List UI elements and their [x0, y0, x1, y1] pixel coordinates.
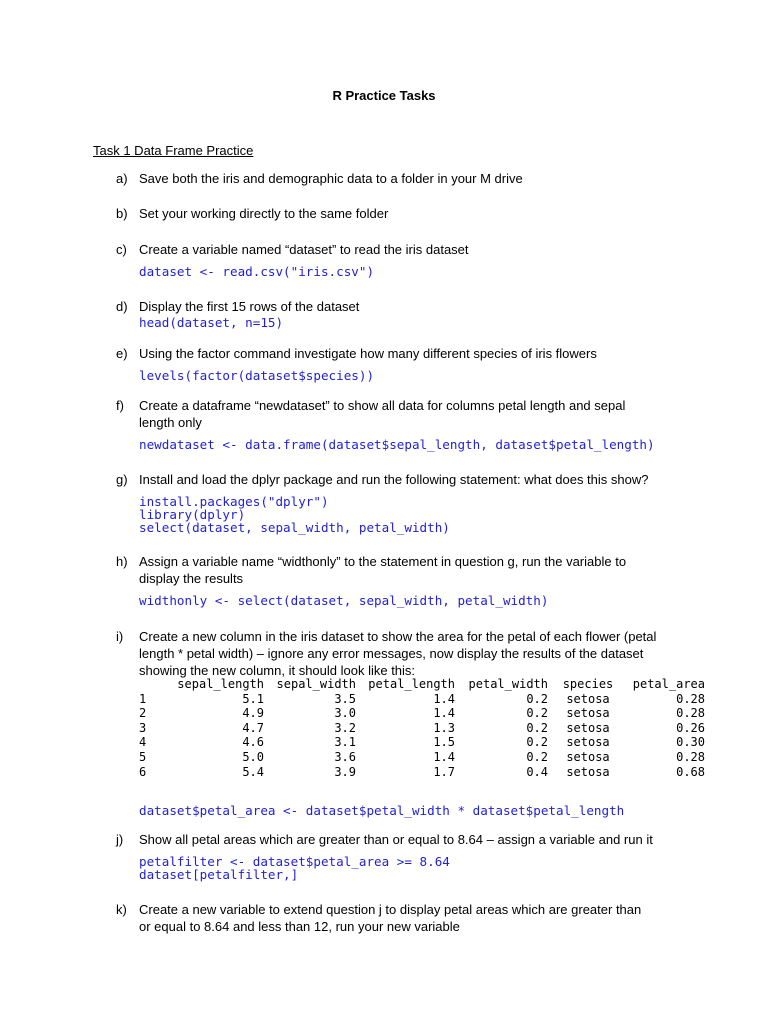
code-snippet: head(dataset, n=15) [139, 315, 284, 330]
table-row [139, 750, 705, 765]
task-c [116, 241, 676, 278]
table-cell: 6 [139, 764, 147, 779]
table-cell: 1 [139, 691, 147, 706]
task-letter: h) [116, 554, 128, 569]
table-cell: 3.2 [334, 720, 356, 735]
table-cell: 0.28 [676, 706, 705, 721]
table-cell: 1.5 [433, 735, 455, 750]
table-cell: 4 [139, 735, 147, 750]
code-snippet: dataset <- read.csv("iris.csv") [139, 264, 375, 279]
table-cell: 4.7 [242, 720, 264, 735]
code-snippet: dataset$petal_area <- dataset$petal_width * dataset$petal_length [139, 803, 625, 818]
task-letter: c) [116, 242, 127, 257]
table-cell: 3 [139, 720, 147, 735]
task-letter: d) [116, 299, 128, 314]
table-cell: 0.30 [676, 735, 705, 750]
task-letter: b) [116, 206, 128, 221]
table-cell: 0.2 [526, 706, 548, 721]
table-cell: setosa [566, 720, 610, 735]
console-output-table [139, 677, 705, 779]
table-cell: 1.3 [433, 720, 455, 735]
task-text: Install and load the dplyr package and run the following statement: what does this show? [139, 472, 649, 487]
table-cell: 0.68 [676, 764, 705, 779]
table-cell: 4.9 [242, 706, 264, 721]
column-header [139, 677, 173, 692]
table-cell: setosa [566, 691, 610, 706]
task-k [116, 901, 656, 935]
column-header: petal_area [632, 677, 705, 691]
task-text: Create a dataframe “newdataset” to show all data for columns petal length and sepal length only [139, 398, 626, 430]
table-cell: 0.2 [526, 720, 548, 735]
table-cell: 5.1 [242, 691, 264, 706]
table-cell: 2 [139, 706, 147, 721]
table-cell: 1.4 [433, 749, 455, 764]
table-row [139, 721, 705, 736]
task-f [116, 397, 661, 451]
task-letter: j) [116, 832, 124, 847]
section-heading: Task 1 Data Frame Practice [93, 143, 254, 158]
column-header: sepal_width [276, 677, 356, 691]
table-row [139, 765, 705, 780]
table-cell: 0.4 [526, 764, 548, 779]
task-text: Display the first 15 rows of the dataset [139, 299, 360, 314]
table-cell: 3.0 [334, 706, 356, 721]
task-letter: a) [116, 171, 128, 186]
task-letter: i) [116, 629, 124, 644]
task-text: Save both the iris and demographic data to a folder in your M drive [139, 171, 523, 186]
task-text: Show all petal areas which are greater than or equal to 8.64 – assign a variable and run it [139, 832, 653, 847]
table-cell: 3.5 [334, 691, 356, 706]
table-cell: 3.9 [334, 764, 356, 779]
table-cell: setosa [566, 764, 610, 779]
task-text: Set your working directly to the same folder [139, 206, 389, 221]
column-header: sepal_length [177, 677, 264, 691]
table-cell: 3.6 [334, 749, 356, 764]
task-b [116, 205, 676, 222]
task-letter: g) [116, 472, 128, 487]
task-letter: e) [116, 346, 128, 361]
task-text: Create a new variable to extend question j to display petal areas which are greater than or equal to 8.64 and less than 12, run your new variable [139, 902, 642, 934]
task-text: Using the factor command investigate how many different species of iris flowers [139, 346, 597, 361]
table-cell: 0.26 [676, 720, 705, 735]
column-header: petal_width [468, 677, 548, 691]
table-cell: 0.28 [676, 749, 705, 764]
column-header: petal_length [368, 677, 455, 691]
code-snippet: newdataset <- data.frame(dataset$sepal_length, dataset$petal_length) [139, 437, 655, 452]
column-header: species [562, 677, 614, 691]
table-cell: 3.1 [334, 735, 356, 750]
task-letter: k) [116, 902, 127, 917]
table-cell: 0.2 [526, 735, 548, 750]
task-h [116, 553, 636, 607]
task-text: Create a variable named “dataset” to read the iris dataset [139, 242, 469, 257]
code-snippet: petalfilter <- dataset$petal_area >= 8.64 dataset[petalfilter,] [139, 854, 450, 882]
table-cell: setosa [566, 749, 610, 764]
page-title: R Practice Tasks [332, 88, 436, 103]
table-cell: 1.7 [433, 764, 455, 779]
table-cell: 0.2 [526, 691, 548, 706]
table-cell: 5.4 [242, 764, 264, 779]
table-cell: 1.4 [433, 691, 455, 706]
task-text: Create a new column in the iris dataset to show the area for the petal of each flower (petal length * petal width) – ignore any error messages, now display the results of the dataset showing the new column, it should look like this: [139, 629, 657, 678]
table-row [139, 692, 705, 707]
task-j [116, 831, 676, 881]
table-cell: 5.0 [242, 749, 264, 764]
task-d [116, 298, 676, 329]
code-snippet: levels(factor(dataset$species)) [139, 368, 375, 383]
task-text: Assign a variable name “widthonly” to the statement in question g, run the variable to display the results [139, 554, 627, 586]
table-row [139, 735, 705, 750]
table-cell: 5 [139, 749, 147, 764]
task-letter: f) [116, 398, 124, 413]
table-cell: setosa [566, 735, 610, 750]
task-a [116, 170, 676, 187]
task-e [116, 345, 676, 382]
table-row [139, 706, 705, 721]
table-header-row [139, 677, 705, 692]
table-cell: 0.28 [676, 691, 705, 706]
table-cell: 4.6 [242, 735, 264, 750]
table-cell: setosa [566, 706, 610, 721]
task-i [116, 628, 661, 679]
code-snippet: install.packages("dplyr") library(dplyr) select(dataset, sepal_width, petal_width) [139, 494, 450, 535]
table-cell: 1.4 [433, 706, 455, 721]
code-snippet: widthonly <- select(dataset, sepal_width, petal_width) [139, 593, 549, 608]
task-g [116, 471, 676, 534]
table-cell: 0.2 [526, 749, 548, 764]
